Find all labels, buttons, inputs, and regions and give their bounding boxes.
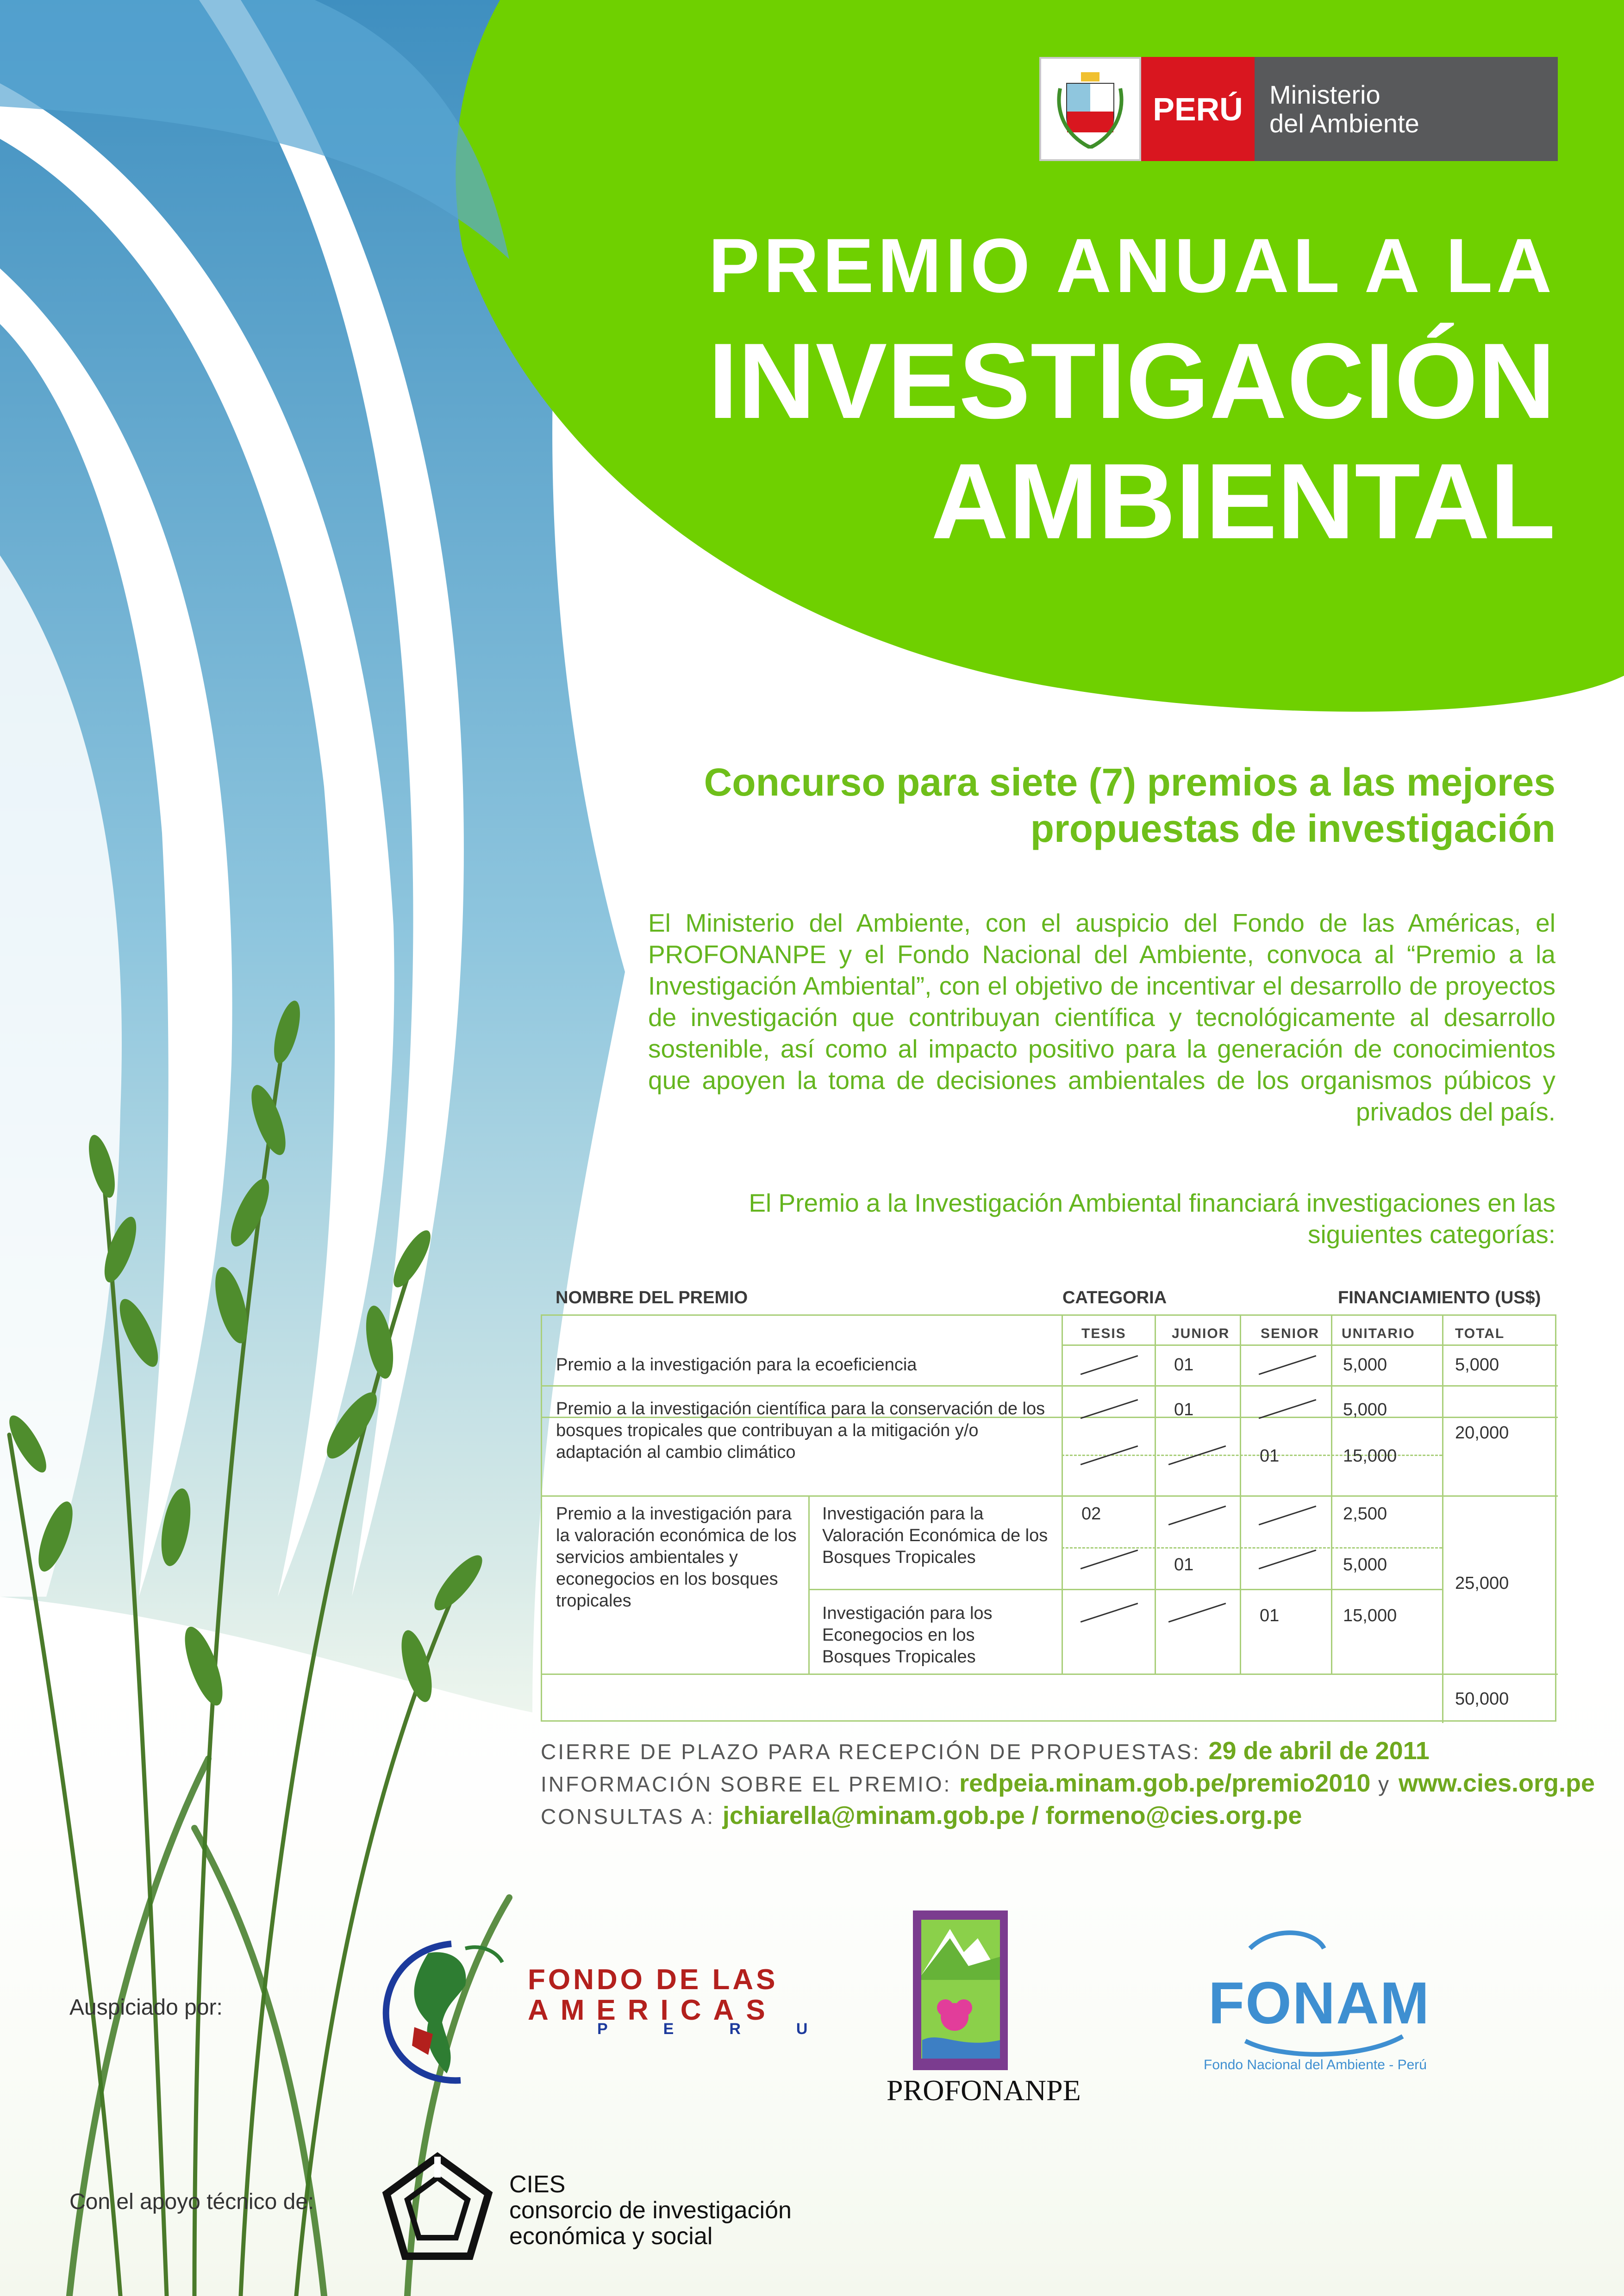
ministry-name-line1: Ministerio <box>1269 80 1380 109</box>
header-financiamiento: FINANCIAMIENTO (US$) <box>1338 1288 1541 1307</box>
cies-name: CIES <box>509 2171 566 2198</box>
row3c-junior-empty <box>1168 1603 1226 1623</box>
row3b-junior: 01 <box>1174 1555 1194 1574</box>
row3a-senior-empty <box>1259 1506 1317 1525</box>
row2b-senior: 01 <box>1260 1446 1280 1466</box>
row2-total: 20,000 <box>1455 1423 1509 1443</box>
row3a-junior-empty <box>1168 1506 1226 1525</box>
peru-label: PERÚ <box>1141 57 1255 161</box>
info-and: y <box>1378 1772 1391 1796</box>
fondo-line2: AMERICAS <box>528 1994 777 2026</box>
contact-label: CONSULTAS A: <box>541 1804 715 1829</box>
row3-total: 25,000 <box>1455 1574 1509 1593</box>
awards-table <box>541 1314 1556 1722</box>
grand-total: 50,000 <box>1455 1689 1509 1709</box>
row1-tesis-empty <box>1081 1355 1138 1375</box>
fondo-americas-name <box>528 1965 778 2026</box>
subheader-tesis: TESIS <box>1081 1326 1126 1341</box>
technical-label: Con el apoyo técnico de: <box>69 2190 314 2214</box>
fondo-peru-label: PERU <box>597 2020 863 2038</box>
row3a-unitario: 2,500 <box>1343 1504 1387 1524</box>
row1-total: 5,000 <box>1455 1355 1499 1375</box>
fonam-name: FONAM <box>1208 1970 1430 2036</box>
deadline-label: CIERRE DE PLAZO PARA RECEPCIÓN DE PROPUESTAS: <box>541 1740 1201 1764</box>
row3b-senior-empty <box>1259 1549 1317 1569</box>
row2b-unitario: 15,000 <box>1343 1446 1397 1466</box>
contact-line <box>541 1801 1302 1830</box>
info-label: INFORMACIÓN SOBRE EL PREMIO: <box>541 1772 952 1796</box>
profonanpe-name: PROFONANPE <box>887 2074 1081 2107</box>
row1-senior-empty <box>1259 1355 1317 1375</box>
ministry-name-line2: del Ambiente <box>1269 108 1419 138</box>
row1-unitario: 5,000 <box>1343 1355 1387 1375</box>
row3-sub1: Investigación para la Valoración Económica de los Bosques Tropicales <box>822 1504 1048 1567</box>
row1-name: Premio a la investigación para la ecoeficiencia <box>556 1355 917 1375</box>
row2a-junior: 01 <box>1174 1400 1194 1419</box>
row3a-tesis: 02 <box>1081 1504 1101 1524</box>
row3b-unitario: 5,000 <box>1343 1555 1387 1574</box>
subheader-junior: JUNIOR <box>1172 1326 1230 1341</box>
row2a-unitario: 5,000 <box>1343 1400 1387 1419</box>
cies-line1: consorcio de investigación <box>509 2197 792 2224</box>
title-line3: AMBIENTAL <box>931 442 1555 561</box>
row3c-unitario: 15,000 <box>1343 1606 1397 1625</box>
subheader-senior: SENIOR <box>1261 1326 1320 1341</box>
cies-line2: económica y social <box>509 2223 713 2250</box>
info-url-cies[interactable]: www.cies.org.pe <box>1398 1769 1595 1797</box>
row3c-tesis-empty <box>1081 1603 1138 1623</box>
row2a-senior-empty <box>1259 1399 1317 1419</box>
subheader-total: TOTAL <box>1455 1326 1505 1341</box>
ministry-header <box>1039 57 1558 161</box>
intro-paragraph: El Ministerio del Ambiente, con el auspicio del Fondo de las Américas, el PROFONANPE y el Fondo Nacional del Ambiente, convoca al “Premio a la Investigación Ambiental”, con el objetivo de incentivar el desarrollo de proyectos de investigación que contribuyan científica y tecnológicamente al desarrollo sostenible, así como al impacto positivo para la generación de conocimientos que apoyen la toma de decisiones ambientales de los organismos púbicos y privados del país. <box>648 908 1555 1126</box>
info-url-minam[interactable]: redpeia.minam.gob.pe/premio2010 <box>959 1769 1371 1797</box>
fondo-americas-globe-icon <box>377 1935 525 2092</box>
subheading: Concurso para siete (7) premios a las mejores propuestas de investigación <box>704 760 1555 850</box>
row2-name: Premio a la investigación científica para la conservación de los bosques tropicales que contribuyan a la mitigación y/o adaptación al cambio climático <box>556 1399 1045 1462</box>
row3b-tesis-empty <box>1081 1549 1138 1569</box>
deadline-line <box>541 1736 1430 1765</box>
subheader-unitario: UNITARIO <box>1342 1326 1415 1341</box>
row3-name: Premio a la investigación para la valoración económica de los servicios ambientales y econegocios en los bosques tropicales <box>556 1504 797 1611</box>
title-line1: PREMIO ANUAL A LA <box>708 223 1555 309</box>
ministry-name <box>1255 57 1558 161</box>
coat-of-arms-icon <box>1039 57 1141 161</box>
contact-emails[interactable]: jchiarella@minam.gob.pe / formeno@cies.org.pe <box>722 1802 1302 1829</box>
row3c-senior: 01 <box>1260 1606 1280 1625</box>
deadline-date: 29 de abril de 2011 <box>1208 1737 1430 1765</box>
fonam-subtitle: Fondo Nacional del Ambiente - Perú <box>1204 2057 1427 2072</box>
cies-pentagon-icon <box>380 2150 495 2265</box>
categories-intro: El Premio a la Investigación Ambiental financiará investigaciones en las siguientes categorías: <box>749 1188 1555 1249</box>
title-line2: INVESTIGACIÓN <box>708 321 1555 441</box>
sponsors-label: Auspiciado por: <box>69 1995 223 2020</box>
info-line <box>541 1769 1595 1798</box>
cies-description <box>509 2197 792 2249</box>
fondo-line1: FONDO DE LAS <box>528 1964 778 1996</box>
row2a-tesis-empty <box>1081 1399 1138 1419</box>
row1-junior: 01 <box>1174 1355 1194 1375</box>
row3-sub2: Investigación para los Econegocios en los Bosques Tropicales <box>822 1604 993 1667</box>
header-premio: NOMBRE DEL PREMIO <box>556 1288 748 1307</box>
profonanpe-logo <box>913 1910 1008 2070</box>
header-categoria: CATEGORIA <box>1062 1288 1167 1307</box>
